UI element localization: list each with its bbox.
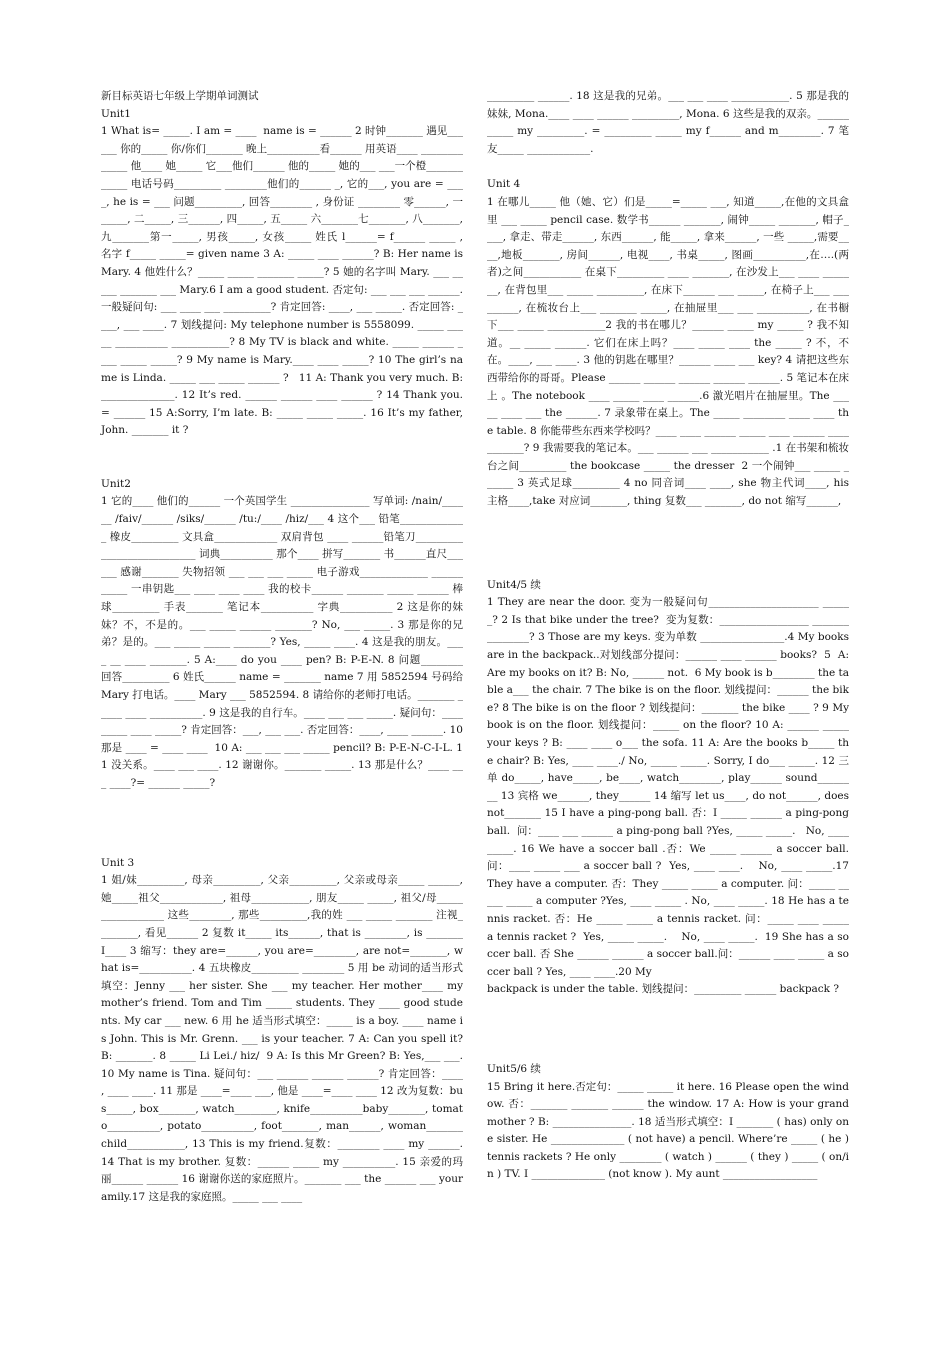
unit45-exercises bbox=[487, 594, 853, 999]
unit2-exercises bbox=[101, 493, 467, 792]
unit3-continued bbox=[487, 88, 853, 158]
unit4-heading: Unit 4 bbox=[487, 178, 521, 191]
unit1-heading: Unit1 bbox=[101, 107, 131, 120]
unit4-exercises bbox=[487, 194, 853, 511]
unit1-exercises bbox=[101, 123, 467, 440]
left-column bbox=[101, 88, 467, 1206]
unit56-text: 15 Bring it here.否定句：_____ _____ it here. 16 Please open the window. 否：_______ _______ ______ the window. 17 A: How is your grandmother ? B: _______________. 18 适当形式填空：I _______ ( has) only one sister. He ______________ ( not have) a pencil. Where’re _____ ( he ) tennis rackets ? He only ________ ( watch ) ______ ( they ) _____ ( on/in ) TV. I ______________ (not know ). My aunt __________________ bbox=[487, 1080, 853, 1181]
unit56-heading: Unit5/6 续 bbox=[487, 1062, 541, 1075]
unit45-text: 1 They are near the door. 变为一般疑问句_____________________ ______? 2 Is that bike under the tree? 变为复数：_________________ _______________? 3 Those are my keys. 变为单数 ________________.4 My books are in the backpack..对划线部分提问：______ ____ ______ books? 5 A: Are my books on it? B: No, ______ not. 6 My book is b________ the table a___ the chair. 7 The bike is on the floor. 划线提问：______ the bike? 8 The bike is on the floor ? 划线提问：_______ the bike ____ ? 9 My book is on the floor. 划线提问：_____ on the floor? 10 A: ______ _____ your keys ? B: ____ ____ o___ the sofa. 11 A: Are the books b_____ the chair? B: Yes, ____ ____./ No, _____ _____. Sorry, I do___ _____. 12 三单 do_____, have_____, be____, watch________, play______ sound________ 13 宾格 we______, they______ 14 缩写 let us____, do not______, does not_______ 15 I have a ping-pong ball. 否：I _____ ______ a ping-pong ball. 问：____ ___ ______ a ping-pong ball ?Yes, _____ _____. No, ____ _____. 16 We have a soccer ball .否：We _____ ______ a soccer ball. 问：____ _____ ___ a soccer ball ? Yes, ____ ____. No, ____ _____.17 They have a computer. 否：They _____ _____ a computer. 问：_____ _____ _____ a computer ?Yes, ____ _____ . No, ____ _____. 18 He has a tennis racket. 否：He _____ _____ a tennis racket. 问：_____ ____ _____ a tennis racket ? Yes, _____ _____. No, ____ _____. 19 She has a soccer ball. 否 She ______ ______ a soccer ball.问：______ ____ _____ a soccer ball ? Yes, ____ ____.20 My bbox=[487, 596, 853, 978]
unit2-text: 1 它的____ 他们的______ 一个英国学生 _______________ 写单词: /nain/______ /faiv/______ /siks/______ /tu:/____ /hiz/___ 4 这个___ 铅笔_____________ 橡皮_________ 文具盒____________ 双肩背包 ____ ______铅笔刀_________ __________________ 词典__________ 那个____ 拼写_______ 书______直尺______ 感谢_______ 失物招领 ___ ___ ___ _____ 电子游戏_____________ ___________ 一串钥匙___ ____ ____ ____ 我的校卡______ _______ _____ ______ 棒球_________ 手表_______ 笔记本__________ 字典__________ 2 这是你的妹妹？不，不是的。___ _____ ______ _______? No, ___ _____. 3 那是你的兄弟？是的。___ _____ _____ _______? Yes, _____ ____. 4 这是我的朋友。____ __ ____ _______. 5 A:____ do you ____ pen? B: P-E-N. 8 问题________ 回答_________ 6 姓氏______ name = _______ name 7 用 5852594 号码给 Mary 打电话。____ Mary ___ 5852594. 8 请给你的老师打电话。_______ _____ ____ __________. 9 这是我的自行车。____ ___ ___ _____. 疑问句：____ _____ ____ _____? 肯定回答：___, ___ ___. 否定回答：____, ____ ______. 10 那是 ____ = ____ ____ 10 A: ___ ___ ___ _____ pencil? B: P-E-N-C-I-L. 11 没关系。____ ___ ____. 12 谢谢你。_______ _____. 13 那是什么？____ ___ ____?= ______ _____? bbox=[101, 495, 467, 789]
unit1-text: 1 What is= _____. I am = ____ name is = ______ 2 时钟_______ 遇见___ ___ 你的_____ 你/你们_______ 晚上__________看______ 用英语____ _____________ 他____ 她_____ 它___他们______ 他的_____ 她的___ ___一个橙____________ 电话号码_________ ________他们的______ _, 它的___, you are = ____, he is = ___ 问题_________, 回答________ , 身份证 ________ 零______, 一_____, 二_____, 三______, 四_____, 五_____ 六_______七_______, 八_______, 九_______第一_____, 男孩_____, 女孩_____ 姓氏 l______= f______ _____ , 名字 f_____ _____= given name 3 A: _____ ____ ______? B: Her name is Mary. 4 他姓什么？_____ _____ _______ _____? 5 她的名字叫 Mary. ___ _____ _______ ___ Mary.6 I am a good student. 否定句: ___ ___ ___ ______. 一般疑问句: ___ ____ ___ _________? 肯定回答: ____, ___ _____. 否定回答: ____, ___ ____. 7 划线提问: My telephone number is 5558099. _____ _____ __________ ___________? 8 My TV is black and white. _____ ______ ____ _____ _____? 9 My name is Mary.____ ____ _____? 10 The girl’s name is Linda. _____ ___ _____ ______ ? 11 A: Thank you very much. B: ______________. 12 It’s red. ______ ______ ____ ______ ? 14 Thank you. = ______ 15 A:Sorry, I’m late. B: _____ _____ _____. 16 It’s my father, John. _______ it ? bbox=[101, 125, 467, 437]
unit2-heading: Unit2 bbox=[101, 477, 131, 490]
right-column bbox=[487, 88, 853, 1184]
unit4-text: 1 在哪儿_____ 他（她、它）们是_____=_____ ___, 知道_____,在他的文具盒里 ___ _____ pencil case. 数学书______ _______, 闹钟_____ _______, 帽子____, 拿走、带走______, 东西______, 能_____, 拿来______, 一些 _____,需要____,地板_______, 房间______, 电视____, 书桌_____, 图画__________,在….(两者)之间___________ 在桌下_________ ____ _______, 在沙发上___ ____ _______, 在背包里___ _____ _________, 在床下______ ___ _____, 在椅子上___ ___ ______, 在梳妆台上___ _______ _____, 在抽屉里___ ___ __________, 在书橱下___ _____ ___________2 我的书在哪儿？______ _____ my _____ ? 我不知道。__ _____ ______. 它们在床上吗？____ _____ ____ the _____ ? 不，不在。____, ___ ____. 3 他的钥匙在哪里？______ ____ ___ key? 4 请把这些东西带给你的哥哥。Please ______ ______ ______ ______ ______. 5 笔记本在床上 。The notebook ____ _____ ____ ______.6 激光唱片在抽屉里。The _____ ____ ___ the ______. 7 录象带在桌上。The _____ ________ ____ ____ the table. 8 你能带些东西来学校吗？____ ____ ______ _____ ____ ______ ____ _______? 9 我需要我的笔记本。___ ______ ___ ___________ .1 在书架和梳妆台之间_________ the bookcase _____ the dresser 2 一个闹钟___ _____ ______ 3 英式足球_________ 4 no 同音词____ ____, she 物主代词____, his 主格____,take 对应词_______, thing 复数___ _______, do not 缩写______, bbox=[487, 195, 853, 508]
document-title: 新目标英语七年级上学期单词测试 bbox=[101, 90, 259, 102]
unit56-exercises bbox=[487, 1079, 853, 1185]
unit3-exercises bbox=[101, 872, 467, 1206]
unit3-heading: Unit 3 bbox=[101, 856, 135, 869]
unit3-text: 1 姐/妹_________, 母亲_________, 父亲_________, 父亲或母亲_____ ______, 她_____祖父____________, 祖母___________, 朋友_____ _____, 祖父/母_________________ 这些________, 那些_________,我的姓 ___ _____ _______ 注视________, 看见______ 2 复数 it_____ its______, that is ________, is _______ I____ 3 缩写：they are=______, you are=________, are not=_______, what is=__________. 4 五块橡皮_________ ________ 5 用 be 动词的适当形式填空：Jenny ___ her sister. She ___ my teacher. Her mother____ my mother’s friend. Tom and Tim _____ students. They ____ good students. My car ___ new. 6 用 he 适当形式填空：_____ is a boy. ____ name is John. This is Mr. Grenn. ___ is your teacher. 7 A: Can you spell it? B: _______. 8 _____ Li Lei./ hiz/ 9 A: Is this Mr Green? B: Yes,___ ___. 10 My name is Tina. 疑问句：___ ______ ______ ______? 肯定回答：____ , ____ ____. 11 那是 ____=____ ___, 他是 ____=____ ____ 12 改为复数：bus_____, box_______, watch________, knife__________baby_______, tomato__________, potato__________, foot_______, man______, woman_______child___________, 13 This is my friend.复数：________ ____ my ______. 14 That is my brother. 复数：______ _____ my __________. 15 亲爱的玛丽______ ______ 16 谢谢你送的家庭照片。_______ ___ the ______ ___ your amily.17 这是我的家庭照。_____ ___ ____ bbox=[101, 874, 467, 1203]
unit45-heading: Unit4/5 续 bbox=[487, 578, 541, 591]
unit3-cont-text: _________ ______. 18 这是我的兄弟。___ ___ ____ ___________. 5 那是我的妹妹, Mona.____ ____ ______ _________, Mona. 6 这些是我的双亲。______ _____ my _________. = _________ _____ my f______ and m________. 7 笔友_____ ____________. bbox=[487, 90, 853, 155]
unit45-last-line: backpack is under the table. 划线提问：_________ ______ backpack ? bbox=[487, 983, 840, 996]
